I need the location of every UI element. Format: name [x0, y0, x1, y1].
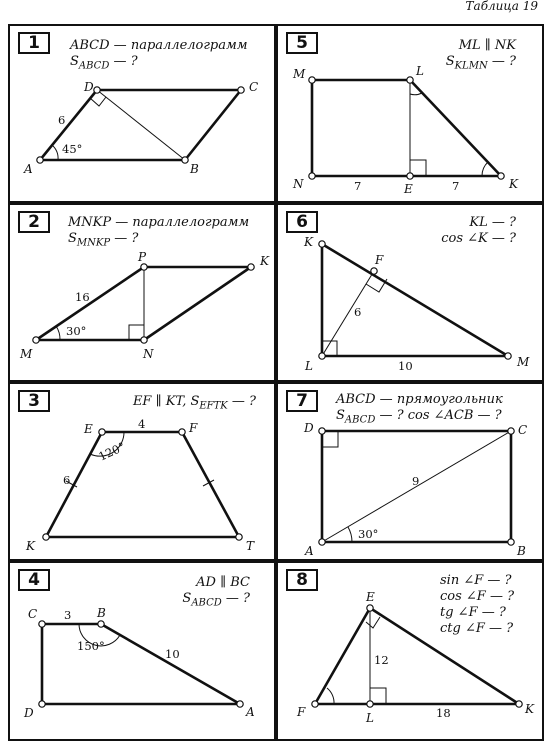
- label-m: M: [517, 355, 530, 369]
- point-l: [407, 77, 413, 83]
- label-m: M: [293, 67, 306, 81]
- point-n: [309, 173, 315, 179]
- point-a: [37, 157, 43, 163]
- table-label: Таблица 19: [465, 0, 538, 13]
- label-k: K: [304, 235, 313, 249]
- label-k: K: [26, 539, 35, 553]
- condition-line: $S_{ABCD}$ — ?: [70, 54, 138, 72]
- problem-number: 7: [286, 390, 318, 412]
- point-d: [39, 701, 45, 707]
- angle-arc: [56, 326, 60, 340]
- measure-angle-m: 30°: [66, 324, 87, 338]
- right-angle-mark-e: [366, 617, 380, 628]
- condition-line: KL — ?: [469, 215, 516, 230]
- measure-angle-a: 30°: [358, 527, 379, 541]
- label-l: L: [305, 359, 313, 373]
- diagonal-db: [97, 90, 185, 160]
- point-k: [43, 534, 49, 540]
- trapezoid-outline: [46, 432, 239, 537]
- figure-4-trapezoid: [23, 606, 255, 720]
- measure-ek: 6: [63, 473, 71, 487]
- label-d: D: [84, 80, 94, 94]
- condition-line: ctg ∠F — ?: [440, 621, 514, 636]
- point-n: [141, 337, 147, 343]
- point-b: [508, 539, 514, 545]
- point-f: [179, 429, 185, 435]
- label-e: E: [84, 422, 93, 436]
- condition-line: $S_{ABCD}$ — ?: [182, 591, 250, 609]
- label-k: K: [260, 254, 269, 268]
- label-a: A: [305, 544, 314, 558]
- point-f: [371, 268, 377, 274]
- label-f: F: [297, 705, 306, 719]
- point-f: [312, 701, 318, 707]
- problem-number: 3: [18, 390, 50, 412]
- condition-line: ABCD — прямоугольник: [336, 392, 503, 407]
- angle-arc-k: [482, 162, 488, 176]
- point-e: [367, 605, 373, 611]
- condition-line: ML ∥ NK: [458, 38, 516, 53]
- point-m: [33, 337, 39, 343]
- point-k: [248, 264, 254, 270]
- point-e: [99, 429, 105, 435]
- angle-arc: [348, 527, 352, 542]
- point-e: [407, 173, 413, 179]
- condition-line: $S_{ABCD}$ — ? cos ∠ACB — ?: [336, 408, 502, 426]
- label-b: B: [517, 544, 526, 558]
- label-l: L: [416, 64, 424, 78]
- triangle-outline: [315, 608, 519, 704]
- problem-number: 8: [286, 569, 318, 591]
- condition-line: ABCD — параллелограмм: [70, 38, 248, 53]
- measure-lm: 10: [398, 359, 413, 373]
- condition-line: $S_{KLMN}$ — ?: [445, 54, 516, 72]
- figure-8-right-triangle: [296, 590, 535, 725]
- figure-3-trapezoid: [25, 417, 255, 553]
- trapezoid-outline: [42, 624, 240, 704]
- measure-lk: 18: [436, 706, 451, 720]
- figure-1-parallelogram: [23, 80, 258, 176]
- label-b: B: [190, 162, 199, 176]
- measure-angle-e: 120°: [96, 439, 128, 464]
- point-d: [94, 87, 100, 93]
- figure-6-right-triangle: [303, 235, 530, 373]
- label-c: C: [28, 607, 38, 621]
- measure-angle-a: 45°: [62, 142, 83, 156]
- problem-number: 6: [286, 211, 318, 233]
- triangle-outline: [322, 244, 508, 356]
- measure-ek: 7: [452, 179, 460, 193]
- label-m: M: [20, 347, 33, 361]
- point-m: [309, 77, 315, 83]
- angle-arc-l: [410, 93, 422, 95]
- label-c: C: [518, 423, 528, 437]
- point-b: [98, 621, 104, 627]
- label-e: E: [366, 590, 375, 604]
- point-c: [508, 428, 514, 434]
- condition-line: cos ∠K — ?: [441, 231, 516, 246]
- point-m: [505, 353, 511, 359]
- point-c: [39, 621, 45, 627]
- measure-lf: 6: [354, 305, 362, 319]
- figure-5-trapezoid: [292, 64, 519, 196]
- measure-cb: 3: [64, 608, 72, 622]
- point-l: [367, 701, 373, 707]
- point-c: [238, 87, 244, 93]
- label-k: K: [525, 702, 534, 716]
- point-l: [319, 353, 325, 359]
- label-p: P: [138, 250, 147, 264]
- label-e: E: [404, 182, 413, 196]
- problem-number: 2: [18, 211, 50, 233]
- label-c: C: [249, 80, 259, 94]
- measure-side-mp: 16: [75, 290, 90, 304]
- label-d: D: [304, 421, 314, 435]
- label-l: L: [366, 711, 374, 725]
- condition-line: MNKP — параллелограмм: [68, 215, 250, 230]
- condition-line: EF ∥ KT, $S_{EFTK}$ — ?: [132, 394, 256, 412]
- measure-ne: 7: [354, 179, 362, 193]
- condition-line: $S_{MNKP}$ — ?: [68, 231, 139, 249]
- label-k: K: [509, 177, 518, 191]
- point-k: [319, 241, 325, 247]
- label-t: T: [246, 539, 255, 553]
- label-a: A: [24, 162, 33, 176]
- label-f: F: [375, 253, 384, 267]
- point-b: [182, 157, 188, 163]
- label-n: N: [293, 177, 304, 191]
- label-n: N: [143, 347, 154, 361]
- angle-arc-f: [327, 688, 334, 704]
- problem-number: 4: [18, 569, 50, 591]
- label-d: D: [24, 706, 34, 720]
- problem-number: 1: [18, 32, 50, 54]
- measure-side-ad: 6: [58, 113, 66, 127]
- condition-line: tg ∠F — ?: [440, 605, 506, 620]
- measure-angle-b: 150°: [77, 639, 105, 653]
- point-a: [237, 701, 243, 707]
- condition-line: sin ∠F — ?: [440, 573, 512, 588]
- point-p: [141, 264, 147, 270]
- condition-line: AD ∥ BC: [196, 575, 250, 590]
- measure-diagonal: 9: [412, 474, 420, 488]
- label-a: A: [246, 705, 255, 719]
- condition-line: cos ∠F — ?: [440, 589, 515, 604]
- measure-ab: 10: [165, 647, 180, 661]
- right-angle-mark: [90, 97, 106, 106]
- label-f: F: [189, 421, 198, 435]
- angle-arc: [52, 145, 58, 160]
- point-k: [516, 701, 522, 707]
- point-a: [319, 539, 325, 545]
- measure-el: 12: [374, 653, 389, 667]
- trapezoid-outline: [312, 80, 501, 176]
- figure-7-rectangle: [303, 421, 527, 558]
- point-d: [319, 428, 325, 434]
- measure-ef: 4: [138, 417, 146, 431]
- point-k: [498, 173, 504, 179]
- figure-2-parallelogram: [19, 250, 270, 361]
- point-t: [236, 534, 242, 540]
- problem-number: 5: [286, 32, 318, 54]
- label-b: B: [97, 606, 106, 620]
